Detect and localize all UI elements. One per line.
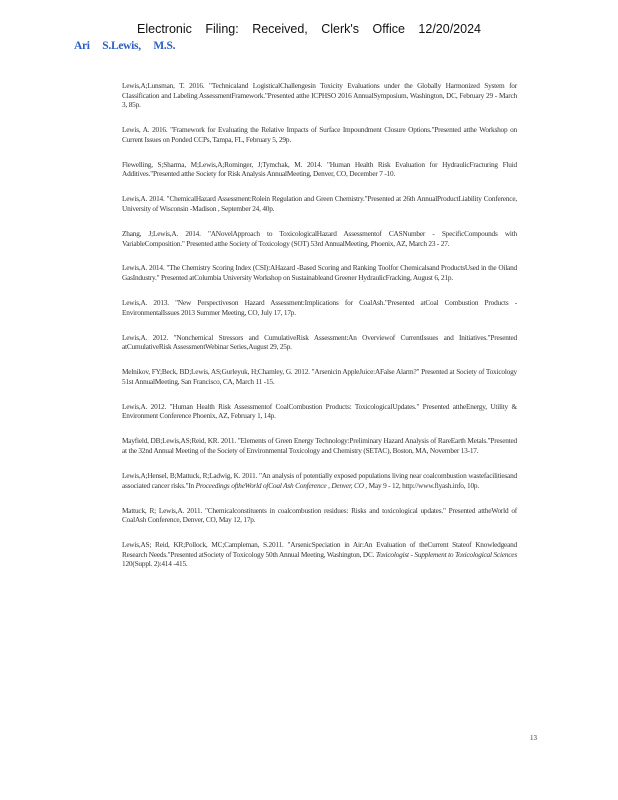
reference-text: Lewis,A;Hensel, B;Mattuck, R;Ladwig, K. 2011. "An analysis of potentially exposed populations living near coalcombustion wastefacilitiesand associated cancer risks."In xyxy=(122,470,517,490)
reference-entry xyxy=(122,471,517,490)
page-number: 13 xyxy=(530,734,537,742)
reference-entry xyxy=(122,298,517,317)
reference-italic-title: Toxicologist - Supplement to Toxicological Sciences xyxy=(375,549,517,559)
reference-text: Melnikov, FY;Beck, BD;Lewis, AS;Gurleyuk, H;Chamley, G. 2012. "Arsenicin AppleJuice:AFalse Alarm?" Presented at Society of Toxicology 51st AnnualMeeting, San Francisco, CA, March 11 -15. xyxy=(122,367,517,386)
author-name: Ari S.Lewis, M.S. xyxy=(74,40,176,52)
reference-entry xyxy=(122,263,517,282)
reference-entry xyxy=(122,402,517,421)
reference-entry xyxy=(122,506,517,525)
reference-text: Lewis,A. 2014. "The Chemistry Scoring Index (CSI):AHazard -Based Scoring and Ranking Toolfor Chemicalsand ProductsUsed in the Oiland GasIndustry." Presented atColumbia University Workshop on Sustainableand Greener HydraulicFracking, August 6, 21p. xyxy=(122,263,517,283)
reference-text: Lewis,A. 2013. "New Perspectiveson Hazard Assessment:Implications for CoalAsh."Presented atCoal Combustion Products - EnvironmentalIssues 2013 Summer Meeting, CO, July 17, 17p. xyxy=(122,298,517,317)
reference-text: Lewis,A. 2012. "Human Health Risk Assessmentof CoalCombustion Products: ToxicologicalUpdates." Presented attheEnergy, Utility & Environment Conference Phoenix, AZ, February 1, 14p. xyxy=(122,401,517,421)
reference-text: Mattuck, R; Lewis,A. 2011. "Chemicalconstituents in coalcombustion residues: Risks and toxicological updates." Presented attheWorld of CoalAsh Conference, Denver, CO, May 12, 17p. xyxy=(122,505,517,525)
reference-entry xyxy=(122,81,517,110)
reference-list xyxy=(122,81,517,584)
reference-entry xyxy=(122,160,517,179)
reference-entry xyxy=(122,194,517,213)
electronic-filing-stamp: Electronic Filing: Received, Clerk's Office 12/20/2024 xyxy=(137,22,481,36)
reference-text: Lewis, A. 2016. "Framework for Evaluating the Relative Impacts of Surface Impoundment Closure Options."Presented atthe Workshop on Current Issues on Ponded CCPs, Tampa, FL, February 5, 29p. xyxy=(122,125,517,144)
reference-text: Lewis,A. 2014. "ChemicalHazard Assessment:Rolein Regulation and Green Chemistry."Presented at 26th AnnualProductLiability Conference, University of Wisconsin -Madison , September 24, 40p. xyxy=(122,194,517,213)
reference-text: Zhang, J;Lewis,A. 2014. "ANovelApproach to ToxicologicalHazard Assessmentof CASNumber - SpecificCompounds with VariableComposition." Presented atthe Society of Toxicology (SOT) 53rd AnnualMeeting, Phoenix, AZ, March 23 - 27. xyxy=(122,228,517,248)
reference-tail: , May 9 - 12, http://www.flyash.info, 10p. xyxy=(365,480,479,490)
reference-text: Lewis,A;Lunsman, T. 2016. "Technicaland LogisticalChallengesin Toxicity Evaluations under the Globally Harmonized System for Classification and Labeling AssessmentFramework."Presented atthe ICPHSO 2016 AnnualSymposium, Washington, DC, February 29 - March 3, 85p. xyxy=(122,81,517,110)
reference-entry xyxy=(122,125,517,144)
reference-entry xyxy=(122,229,517,248)
reference-italic-title: Proceedings oftheWorld ofCoal Ash Conference , Denver, CO xyxy=(195,480,364,490)
reference-text: Lewis,AS; Reid, KR;Pollock, MC;Campleman, S.2011. "ArsenicSpeciation in Air:An Evaluation of theCurrent Stateof Knowledgeand Research Needs."Presented atSociety of Toxicology 50th Annual Meeting, Washington, DC. xyxy=(122,540,517,559)
reference-entry xyxy=(122,436,517,455)
reference-text: Lewis,A. 2012. "Nonchemical Stressors and CumulativeRisk Assessment:An Overviewof CurrentIssues and Initiatives."Presented atCumulativeRisk AssessmentWebinar Series,August 29, 25p. xyxy=(122,332,517,352)
reference-text: Mayfield, DB;Lewis,AS;Reid, KR. 2011. "Elements of Green Energy Technology:Preliminary Hazard Analysis of RareEarth Metals."Presented at the 32nd Annual Meeting of the Society of Environmental Toxicology and Chemistry (SETAC), Boston, MA, November 13-17. xyxy=(122,436,517,455)
reference-entry xyxy=(122,540,517,569)
reference-entry xyxy=(122,333,517,352)
reference-text: Flewelling, S;Sharma, M;Lewis,A;Rominger, J;Tymchak, M. 2014. "Human Health Risk Evaluation for HydraulicFracturing Fluid Additives."Presented atthe Society for Risk Analysis AnnualMeeting, Denver, CO, December 7 -10. xyxy=(122,159,517,179)
reference-entry xyxy=(122,367,517,386)
reference-tail: 120(Suppl. 2):414 -415. xyxy=(122,559,188,569)
